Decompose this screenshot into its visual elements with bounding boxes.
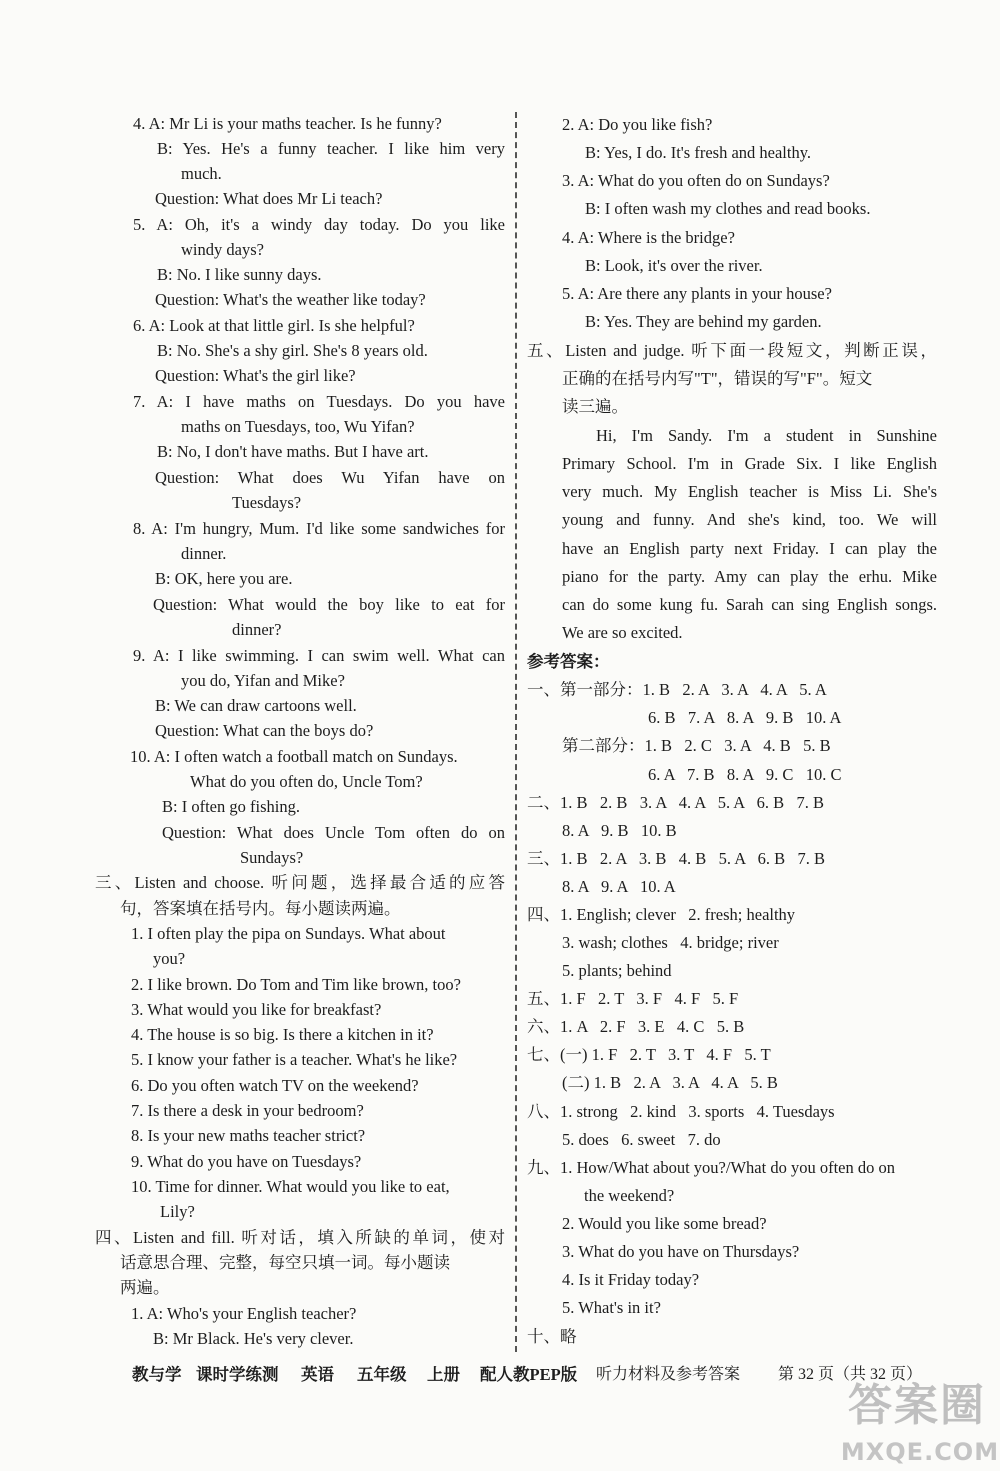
answer-1-part-1-row-2: 6. B 7. A 8. A 9. B 10. A xyxy=(648,708,842,727)
section-3-item-3: 3. What would you like for breakfast? xyxy=(131,1000,382,1019)
section-5-heading-cont: 正确的在括号内写"T"，错误的写"F"。短文 xyxy=(562,369,873,388)
dialog-7-a: 7. A: I have maths on Tuesdays. Do you have xyxy=(133,392,505,411)
section-5-heading: 五、Listen and judge. 听下面一段短文，判断正误， xyxy=(527,341,937,360)
section-3-item-5: 5. I know your father is a teacher. What's he like? xyxy=(131,1050,458,1069)
dialog-7-a-cont: maths on Tuesdays, too, Wu Yifan? xyxy=(181,417,415,436)
section-3-item-8: 8. Is your new maths teacher strict? xyxy=(131,1126,366,1145)
section-3-heading-cont: 句，答案填在括号内。每小题读两遍。 xyxy=(120,899,401,918)
section-3-item-1-cont: you? xyxy=(153,949,186,968)
dialog-8-a-cont: dinner. xyxy=(181,544,227,563)
section-4-item-1-a: 1. A: Who's your English teacher? xyxy=(131,1304,357,1323)
answer-9-item-3: 3. What do you have on Thursdays? xyxy=(562,1242,800,1261)
footer-subject: 英语 xyxy=(301,1365,334,1384)
section-3-item-7: 7. Is there a desk in your bedroom? xyxy=(131,1101,364,1120)
answer-2-row-1: 二、1. B 2. B 3. A 4. A 5. A 6. B 7. B xyxy=(527,793,825,812)
dialog-4-a: 4. A: Mr Li is your maths teacher. Is he funny? xyxy=(133,114,442,133)
section-4-heading-cont-2: 两遍。 xyxy=(120,1278,170,1297)
passage-line-3: very much. My English teacher is Miss Li. She's xyxy=(562,482,937,501)
footer-series: 课时学练测 xyxy=(196,1365,279,1384)
answer-10: 十、略 xyxy=(527,1327,577,1346)
section-4-heading-cont: 话意思合理、完整，每空只填一词。每小题读 xyxy=(120,1253,450,1272)
dialog-7-b: B: No, I don't have maths. But I have art. xyxy=(157,442,429,461)
dialog-9-a: 9. A: I like swimming. I can swim well. What can xyxy=(133,646,505,665)
section-4-item-3-b: B: I often wash my clothes and read books. xyxy=(585,199,871,218)
answer-9-item-4: 4. Is it Friday today? xyxy=(562,1270,700,1289)
dialog-6-question: Question: What's the girl like? xyxy=(155,366,356,385)
section-3-item-6: 6. Do you often watch TV on the weekend? xyxy=(131,1076,419,1095)
answer-4-row-3: 5. plants; behind xyxy=(562,961,672,980)
answer-key-heading: 参考答案： xyxy=(527,652,610,671)
answer-9-item-2: 2. Would you like some bread? xyxy=(562,1214,767,1233)
section-4-item-3-a: 3. A: What do you often do on Sundays? xyxy=(562,171,830,190)
watermark-logo xyxy=(830,1375,1000,1471)
section-3-item-2: 2. I like brown. Do Tom and Tim like brown, too? xyxy=(131,975,461,994)
dialog-10-b: B: I often go fishing. xyxy=(162,797,300,816)
footer-section: 听力材料及参考答案 xyxy=(596,1366,741,1383)
dialog-5-a: 5. A: Oh, it's a windy day today. Do you like xyxy=(133,215,505,234)
dialog-9-a-cont: you do, Yifan and Mike? xyxy=(181,671,345,690)
dialog-7-question-cont: Tuesdays? xyxy=(232,493,302,512)
answer-1-part-1-row-1: 一、第一部分：1. B 2. A 3. A 4. A 5. A xyxy=(527,680,827,699)
watermark-seal: 答案圈 xyxy=(848,1380,986,1431)
answer-9-item-1: 九、1. How/What about you?/What do you often do on xyxy=(527,1158,895,1177)
dialog-10-question-cont: Sundays? xyxy=(240,848,304,867)
answer-3-row-1: 三、1. B 2. A 3. B 4. B 5. A 6. B 7. B xyxy=(527,849,825,868)
answer-3-row-2: 8. A 9. A 10. A xyxy=(562,877,676,896)
passage-line-5: have an English party next Friday. I can play the xyxy=(562,539,937,558)
section-3-item-10: 10. Time for dinner. What would you like to eat, xyxy=(131,1177,450,1196)
passage-line-4: young and funny. And she's kind, too. We will xyxy=(562,510,937,529)
section-4-item-2-b: B: Yes, I do. It's fresh and healthy. xyxy=(585,143,812,162)
answer-1-part-2-row-2: 6. A 7. B 8. A 9. C 10. C xyxy=(648,765,842,784)
dialog-5-a-cont: windy days? xyxy=(181,240,264,259)
answer-8-row-1: 八、1. strong 2. kind 3. sports 4. Tuesdays xyxy=(527,1102,835,1121)
dialog-4-question: Question: What does Mr Li teach? xyxy=(155,189,383,208)
dialog-8-question: Question: What would the boy like to eat for xyxy=(153,595,505,614)
footer-grade: 五年级 xyxy=(357,1365,407,1384)
dialog-10-a: 10. A: I often watch a football match on Sundays. xyxy=(130,747,458,766)
answer-5: 五、1. F 2. T 3. F 4. F 5. F xyxy=(527,989,739,1008)
section-4-item-5-b: B: Yes. They are behind my garden. xyxy=(585,312,822,331)
section-5-heading-cont-2: 读三遍。 xyxy=(562,397,628,416)
dialog-8-a: 8. A: I'm hungry, Mum. I'd like some sandwiches for xyxy=(133,519,505,538)
answer-4-row-2: 3. wash; clothes 4. bridge; river xyxy=(562,933,779,952)
answer-7-part-2: (二) 1. B 2. A 3. A 4. A 5. B xyxy=(562,1073,778,1092)
dialog-5-question: Question: What's the weather like today? xyxy=(155,290,426,309)
watermark-url: MXQE.COM xyxy=(840,1438,1000,1466)
section-3-heading: 三、Listen and choose. 听问题，选择最合适的应答 xyxy=(95,873,505,892)
dialog-9-b: B: We can draw cartoons well. xyxy=(155,696,357,715)
section-4-heading: 四、Listen and fill. 听对话，填入所缺的单词，使对 xyxy=(95,1228,505,1247)
dialog-8-b: B: OK, here you are. xyxy=(155,569,293,588)
section-4-item-1-b: B: Mr Black. He's very clever. xyxy=(153,1329,354,1348)
passage-line-1: Hi, I'm Sandy. I'm a student in Sunshine xyxy=(596,426,937,445)
footer-page-number: 第 32 页（共 32 页） xyxy=(778,1366,923,1383)
dialog-5-b: B: No. I like sunny days. xyxy=(157,265,322,284)
section-3-item-10-cont: Lily? xyxy=(160,1202,195,1221)
footer-publisher: 教与学 xyxy=(132,1365,182,1384)
answer-7-part-1: 七、(一) 1. F 2. T 3. T 4. F 5. T xyxy=(527,1045,771,1064)
section-3-item-1: 1. I often play the pipa on Sundays. What about xyxy=(131,924,446,943)
section-4-item-4-b: B: Look, it's over the river. xyxy=(585,256,763,275)
answer-1-part-2-row-1: 第二部分：1. B 2. C 3. A 4. B 5. B xyxy=(562,736,831,755)
answer-4-row-1: 四、1. English; clever 2. fresh; healthy xyxy=(527,905,796,924)
section-3-item-4: 4. The house is so big. Is there a kitchen in it? xyxy=(131,1025,434,1044)
dialog-6-b: B: No. She's a shy girl. She's 8 years old. xyxy=(157,341,428,360)
answer-9-item-5: 5. What's in it? xyxy=(562,1298,661,1317)
dialog-10-a-cont: What do you often do, Uncle Tom? xyxy=(190,772,423,791)
page-footer xyxy=(132,1362,942,1388)
dialog-9-question: Question: What can the boys do? xyxy=(155,721,374,740)
passage-line-8: We are so excited. xyxy=(562,623,683,642)
answer-9-item-1-cont: the weekend? xyxy=(584,1186,675,1205)
footer-edition: 配人教PEP版 xyxy=(480,1365,578,1384)
dialog-6-a: 6. A: Look at that little girl. Is she helpful? xyxy=(133,316,415,335)
dialog-4-b-cont: much. xyxy=(181,164,222,183)
dialog-10-question: Question: What does Uncle Tom often do on xyxy=(162,823,505,842)
section-3-item-9: 9. What do you have on Tuesdays? xyxy=(131,1152,362,1171)
dialog-7-question: Question: What does Wu Yifan have on xyxy=(155,468,505,487)
section-4-item-2-a: 2. A: Do you like fish? xyxy=(562,115,713,134)
dialog-8-question-cont: dinner? xyxy=(232,620,282,639)
passage-line-6: piano for the party. Amy can play the erhu. Mike xyxy=(562,567,937,586)
section-4-item-4-a: 4. A: Where is the bridge? xyxy=(562,228,735,247)
passage-line-2: Primary School. I'm in Grade Six. I like English xyxy=(562,454,937,473)
section-4-item-5-a: 5. A: Are there any plants in your house? xyxy=(562,284,832,303)
answer-2-row-2: 8. A 9. B 10. B xyxy=(562,821,677,840)
footer-volume: 上册 xyxy=(427,1365,460,1384)
column-divider xyxy=(515,112,517,1352)
answer-6: 六、1. A 2. F 3. E 4. C 5. B xyxy=(527,1017,745,1036)
passage-line-7: can do some kung fu. Sarah can sing English songs. xyxy=(562,595,937,614)
dialog-4-b: B: Yes. He's a funny teacher. I like him very xyxy=(157,139,505,158)
answer-8-row-2: 5. does 6. sweet 7. do xyxy=(562,1130,721,1149)
